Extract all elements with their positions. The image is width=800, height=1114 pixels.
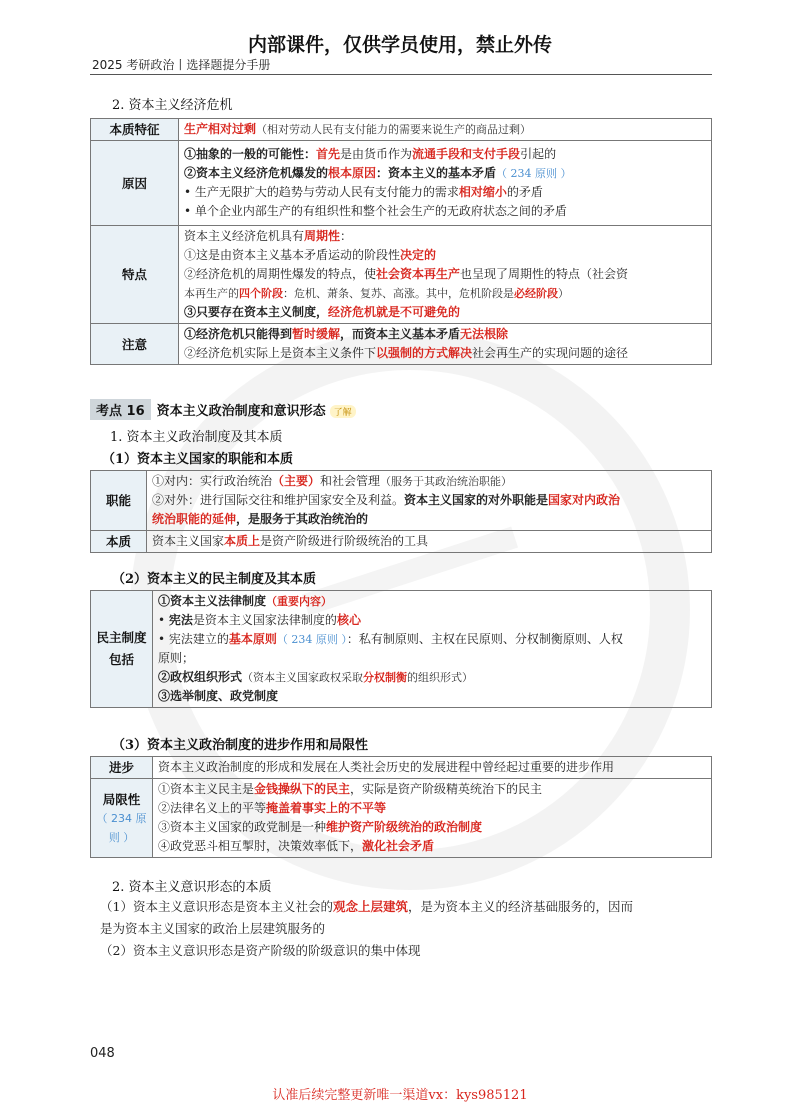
sub-heading-1: 1. 资本主义政治制度及其本质 (110, 430, 283, 445)
nature-cell (179, 119, 712, 141)
democracy-table (90, 590, 712, 708)
function-line-3: 统治职能的延伸，是服务于其政治统治的 (152, 512, 369, 526)
democracy-label: 民主制度 包括 (91, 591, 153, 708)
democracy-cell (153, 591, 712, 708)
attention-cell (179, 324, 712, 365)
feature-line-4: 本再生产的四个阶段：危机、萧条、复苏、高涨。其中，危机阶段是必经阶段） (184, 287, 569, 300)
topic-title: 资本主义政治制度和意识形态 (156, 404, 326, 419)
democracy-line-5: ②政权组织形式（资本主义国家政权采取分权制衡的组织形式） (158, 670, 474, 684)
ideology-paragraph-2: （2）资本主义意识形态是资产阶级的阶级意识的集中体现 (100, 943, 421, 958)
progress-table (90, 756, 712, 858)
democracy-line-2: • 宪法是资本主义国家法律制度的核心 (158, 613, 361, 627)
table-row (91, 591, 712, 708)
principle-tag: （ 234 原则 ） (96, 811, 147, 844)
progress-cell: 资本主义政治制度的形成和发展在人类社会历史的发展进程中曾经起过重要的进步作用 (153, 757, 712, 779)
cause-line-4: • 单个企业内部生产的有组织性和整个社会生产的无政府状态之间的矛盾 (184, 204, 567, 218)
attention-label: 注意 (91, 324, 179, 365)
table-row (91, 226, 712, 324)
topic-16-bar (90, 399, 356, 419)
function-cell (147, 471, 712, 531)
feature-line-5: ③只要存在资本主义制度，经济危机就是不可避免的 (184, 305, 461, 319)
crisis-table (90, 118, 712, 365)
democracy-line-4: 原则； (158, 651, 195, 665)
feature-label: 特点 (91, 226, 179, 324)
sub-heading-1-2: （2）资本主义的民主制度及其本质 (112, 572, 317, 587)
sub-heading-2: 2. 资本主义意识形态的本质 (112, 880, 272, 895)
progress-label: 进步 (91, 757, 153, 779)
sub-heading-1-3: （3）资本主义政治制度的进步作用和局限性 (112, 738, 369, 753)
table-row (91, 531, 712, 553)
hint-badge: 了解 (330, 405, 356, 418)
ideology-paragraph-1: （1）资本主义意识形态是资本主义社会的观念上层建筑，是为资本主义的经济基础服务的，因而 是为资本主义国家的政治上层建筑服务的 (100, 899, 633, 936)
cause-label: 原因 (91, 141, 179, 226)
democracy-line-3: • 宪法建立的基本原则（ 234 原则 ）：私有制原则、主权在民原则、分权制衡原则、人权 (158, 632, 623, 646)
page-number: 048 (90, 1046, 115, 1061)
cause-cell (179, 141, 712, 226)
function-line-1: ①对内：实行政治统治（主要）和社会管理（服务于其政治统治职能） (152, 474, 513, 488)
cause-line-2: ②资本主义经济危机爆发的根本原因：资本主义的基本矛盾（ 234 原则 ） (184, 166, 572, 180)
table-row (91, 119, 712, 141)
function-label: 职能 (91, 471, 147, 531)
feature-line-2: ①这是由资本主义基本矛盾运动的阶段性决定的 (184, 248, 437, 262)
nature-red: 生产相对过剩 (184, 122, 257, 136)
function-line-2: ②对外：进行国际交往和维护国家安全及利益。资本主义国家的对外职能是国家对内政治 (152, 493, 621, 507)
principle-tag: （ 234 原则 ） (496, 167, 572, 180)
feature-cell (179, 226, 712, 324)
crisis-heading: 2. 资本主义经济危机 (112, 98, 233, 113)
page-header-subtitle: 2025 考研政治丨选择题提分手册 (92, 58, 271, 72)
topic-tag: 考点 16 (90, 399, 151, 420)
attention-line-1: ①经济危机只能得到暂时缓解，而资本主义基本矛盾无法根除 (184, 327, 509, 341)
table-row (91, 757, 712, 779)
cause-line-1: ①抽象的一般的可能性：首先是由货币作为流通手段和支付手段引起的 (184, 147, 557, 161)
table-row (91, 324, 712, 365)
democracy-line-6: ③选举制度、政党制度 (158, 689, 279, 703)
page-header-title: 内部课件，仅供学员使用，禁止外传 (247, 34, 552, 56)
limits-label: 局限性 （ 234 原则 ） (91, 779, 153, 858)
header-divider (90, 74, 712, 75)
limits-cell (153, 779, 712, 858)
table-row (91, 471, 712, 531)
attention-line-2: ②经济危机实际上是资本主义条件下以强制的方式解决社会再生产的实现问题的途径 (184, 346, 629, 360)
feature-line-3: ②经济危机的周期性爆发的特点，使社会资本再生产也呈现了周期性的特点（社会资 (184, 267, 629, 281)
table-row (91, 141, 712, 226)
function-table (90, 470, 712, 553)
cause-line-3: • 生产无限扩大的趋势与劳动人民有支付能力的需求相对缩小的矛盾 (184, 185, 543, 199)
limits-line-4: ④政党恶斗相互掣肘，决策效率低下，激化社会矛盾 (158, 839, 435, 853)
essence-cell: 资本主义国家本质上是资产阶级进行阶级统治的工具 (147, 531, 712, 553)
limits-line-2: ②法律名义上的平等掩盖着事实上的不平等 (158, 801, 387, 815)
nature-label: 本质特征 (91, 119, 179, 141)
limits-line-3: ③资本主义国家的政党制是一种维护资产阶级统治的政治制度 (158, 820, 483, 834)
footer-notice: 认准后续完整更新唯一渠道vx：kys985121 (272, 1088, 528, 1103)
feature-line-1: 资本主义经济危机具有周期性： (184, 229, 353, 243)
nature-note: （相对劳动人民有支付能力的需要来说生产的商品过剩） (256, 123, 532, 136)
essence-label: 本质 (91, 531, 147, 553)
democracy-line-1: ①资本主义法律制度（重要内容） (158, 594, 333, 608)
limits-line-1: ①资本主义民主是金钱操纵下的民主，实际是资产阶级精英统治下的民主 (158, 782, 543, 796)
table-row (91, 779, 712, 858)
sub-heading-1-1: （1）资本主义国家的职能和本质 (102, 452, 294, 467)
